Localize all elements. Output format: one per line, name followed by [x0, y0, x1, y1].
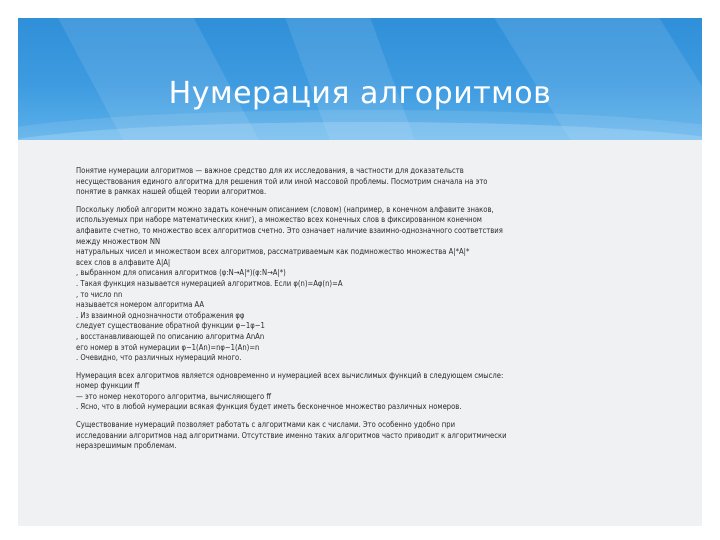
text-line: исследовании алгоритмов над алгоритмами. Отсутствие именно таких алгоритмов часто приводит к алгоритмически	[76, 430, 507, 440]
text-line: между множеством NN	[76, 236, 161, 246]
text-line: алфавите счетно, то множество всех алгоритмов счетно. Это означает наличие взаимно-однозначного соответствия	[76, 225, 503, 235]
text-line: Поскольку любой алгоритм можно задать конечным описанием (словом) (например, в конечном алфавите знаков,	[76, 204, 494, 214]
slide	[18, 18, 702, 526]
text-line: . Ясно, что в любой нумерации всякая функция будет иметь бесконечное множество различных номеров.	[76, 402, 462, 412]
text-line: следует существование обратной функции φ−1φ−1	[76, 321, 265, 331]
text-line: Существование нумераций позволяет работать с алгоритмами как с числами. Это особенно удобно при	[76, 420, 456, 430]
text-line: его номер в этой нумерации φ−1(An)=nφ−1(An)=n	[76, 342, 260, 352]
text-line: всех слов в алфавите A|A|	[76, 257, 171, 267]
slide-body	[76, 166, 680, 459]
text-line: называется номером алгоритма AA	[76, 300, 205, 310]
slide-title: Нумерация алгоритмов	[168, 76, 552, 112]
text-line: используемых при наборе математических книг), а множество всех конечных слов в фиксированном конечном	[76, 215, 482, 225]
slide-header-banner	[18, 18, 702, 140]
text-line: , выбранном для описания алгоритмов (φ:N→A|*)(φ:N→A|*)	[76, 268, 286, 278]
paragraph-1	[76, 166, 680, 198]
text-line: . Из взаимной однозначности отображения φφ	[76, 310, 245, 320]
text-line: Нумерация всех алгоритмов является одновременно и нумерацией всех вычислимых функций в следующем смысле:	[76, 370, 504, 380]
text-line: — это номер некоторого алгоритма, вычисляющего ff	[76, 391, 272, 401]
paragraph-4	[76, 420, 680, 452]
text-line: понятие в рамках нашей общей теории алгоритмов.	[76, 187, 267, 197]
text-line: номер функции ff	[76, 381, 140, 391]
text-line: неразрешимым проблемам.	[76, 441, 177, 451]
paragraph-3	[76, 371, 680, 413]
text-line: , то число nn	[76, 289, 123, 299]
paragraph-2	[76, 205, 680, 364]
text-line: . Очевидно, что различных нумераций много.	[76, 353, 242, 363]
text-line: , восстанавливающей по описанию алгоритма AnAn	[76, 331, 265, 341]
text-line: несуществования единого алгоритма для решения той или иной массовой проблемы. Посмотрим сначала на это	[76, 176, 488, 186]
text-line: натуральных чисел и множеством всех алгоритмов, рассматриваемым как подмножество множества A|*A|*	[76, 247, 470, 257]
text-line: . Такая функция называется нумерацией алгоритмов. Если φ(n)=Aφ(n)=A	[76, 278, 343, 288]
text-line: Понятие нумерации алгоритмов — важное средство для их исследования, в частности для доказательств	[76, 166, 464, 175]
